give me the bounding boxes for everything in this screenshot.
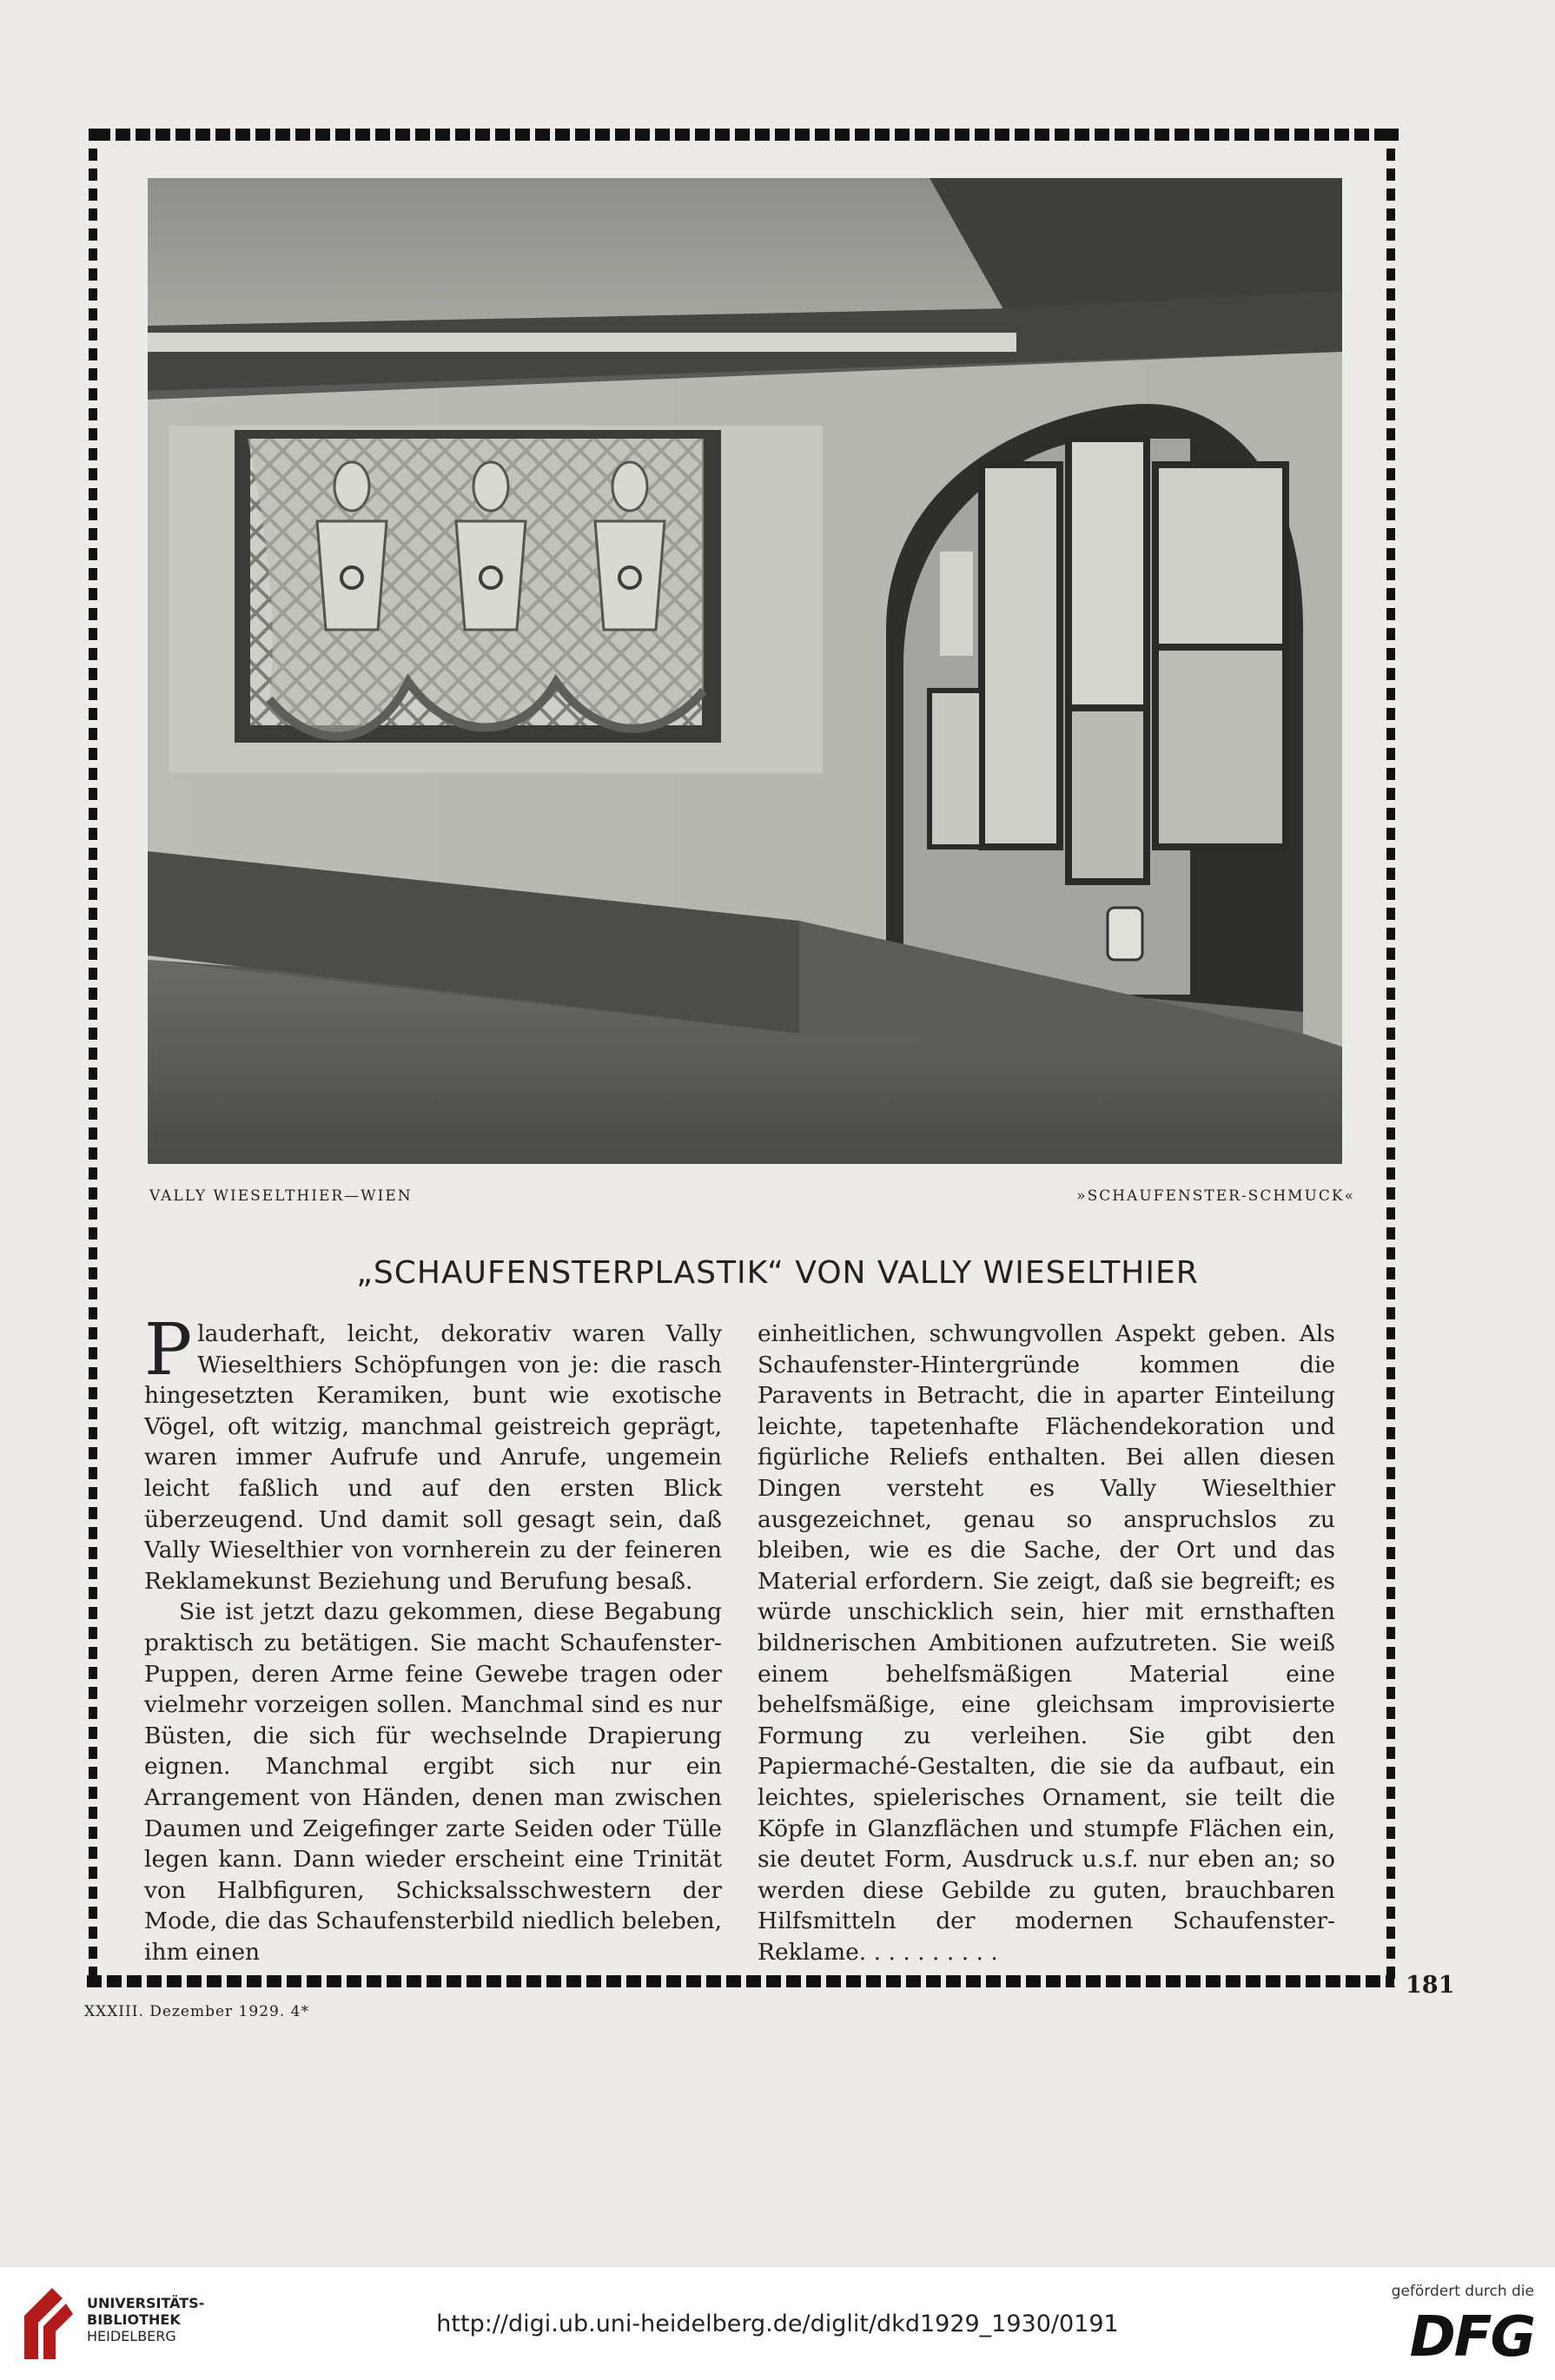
paragraph	[144, 1309, 722, 1597]
border-bottom	[87, 1975, 1394, 1987]
photo-caption-title: »SCHAUFENSTER-SCHMUCK«	[1076, 1187, 1355, 1205]
border-right	[1386, 129, 1395, 1987]
text-column-left	[144, 1309, 722, 1967]
article-title: „SCHAUFENSTERPLASTIK“ VON VALLY WIESELTHIER	[356, 1255, 1199, 1291]
border-top	[96, 129, 1399, 141]
border-left	[89, 129, 97, 1987]
paragraph: Sie ist jetzt dazu gekommen, diese Begabung praktisch zu betätigen. Sie macht Schaufenster-Puppen, deren Arme feine Gewebe tragen oder vielmehr vorzeigen sollen. Manchmal sind es nur Büsten, die sich für wechselnde Drapierung eignen. Manchmal ergibt sich nur ein Arrangement von Händen, denen man zwischen Daumen und Zeigefinger zarte Seiden oder Tülle legen kann. Dann wieder erscheint eine Trinität von Halbfiguren, Schicksalsschwestern der Mode, die das Schaufensterbild niedlich beleben, ihm einen	[144, 1598, 722, 1966]
paragraph-text: lauderhaft, leicht, dekorativ waren Vally Wieselthiers Schöpfungen von je: die rasch hingesetzten Keramiken, bunt wie exotische Vögel, oft witzig, manchmal geistreich geprägt, waren immer Aufrufe und Anrufe, ungemein leicht faßlich und auf den ersten Blick überzeugend. Und damit soll gesagt sein, daß Vally Wieselthier von vornherein zu der feineren Reklamekunst Beziehung und Berufung besaß.	[144, 1320, 722, 1595]
text-column-right	[758, 1319, 1335, 1967]
issue-line: XXXIII. Dezember 1929. 4*	[84, 2003, 309, 2020]
library-name-line: UNIVERSITÄTS-	[87, 2295, 205, 2311]
library-city-line: HEIDELBERG	[87, 2328, 176, 2344]
funding-note: gefördert durch die	[1391, 2283, 1534, 2300]
footer-bar	[0, 2267, 1555, 2380]
drop-cap: P	[144, 1309, 193, 1392]
photo-caption-artist: VALLY WIESELTHIER—WIEN	[149, 1187, 413, 1205]
dfg-logo[interactable]: DFG	[1409, 2305, 1534, 2370]
shop-window-photograph	[148, 178, 1342, 1164]
page-number: 181	[1406, 1972, 1455, 1999]
paragraph: einheitlichen, schwungvollen Aspekt geben. Als Schaufenster-Hintergründe kommen die Paravents in Betracht, die in aparter Einteilung leichte, tapetenhafte Flächendekoration und figürliche Reliefs enthalten. Bei allen diesen Dingen versteht es Vally Wieselthier ausgezeichnet, genau so anspruchslos zu bleiben, wie es die Sache, der Ort und das Material erfordern. Sie zeigt, daß sie begreift; es würde unschicklich sein, hier mit ernsthaften bildnerischen Ambitionen aufzutreten. Sie weiß einem behelfsmäßigen Material eine behelfsmäßige, eine gleichsam improvisierte Formung zu verleihen. Sie gibt den Papiermaché-Gestalten, die sie da aufbaut, ein leichtes, spielerisches Ornament, sie teilt die Köpfe in Glanzflächen und stumpfe Flächen ein, sie deutet Form, Ausdruck u.s.f. nur eben an; so werden diese Gebilde zu guten, brauchbaren Hilfsmitteln der modernen Schaufenster-Reklame. . . . . . . . . .	[758, 1320, 1335, 1966]
library-name-line: BIBLIOTHEK	[87, 2311, 181, 2328]
permalink-url[interactable]: http://digi.ub.uni-heidelberg.de/diglit/dkd1929_1930/0191	[436, 2311, 1119, 2337]
